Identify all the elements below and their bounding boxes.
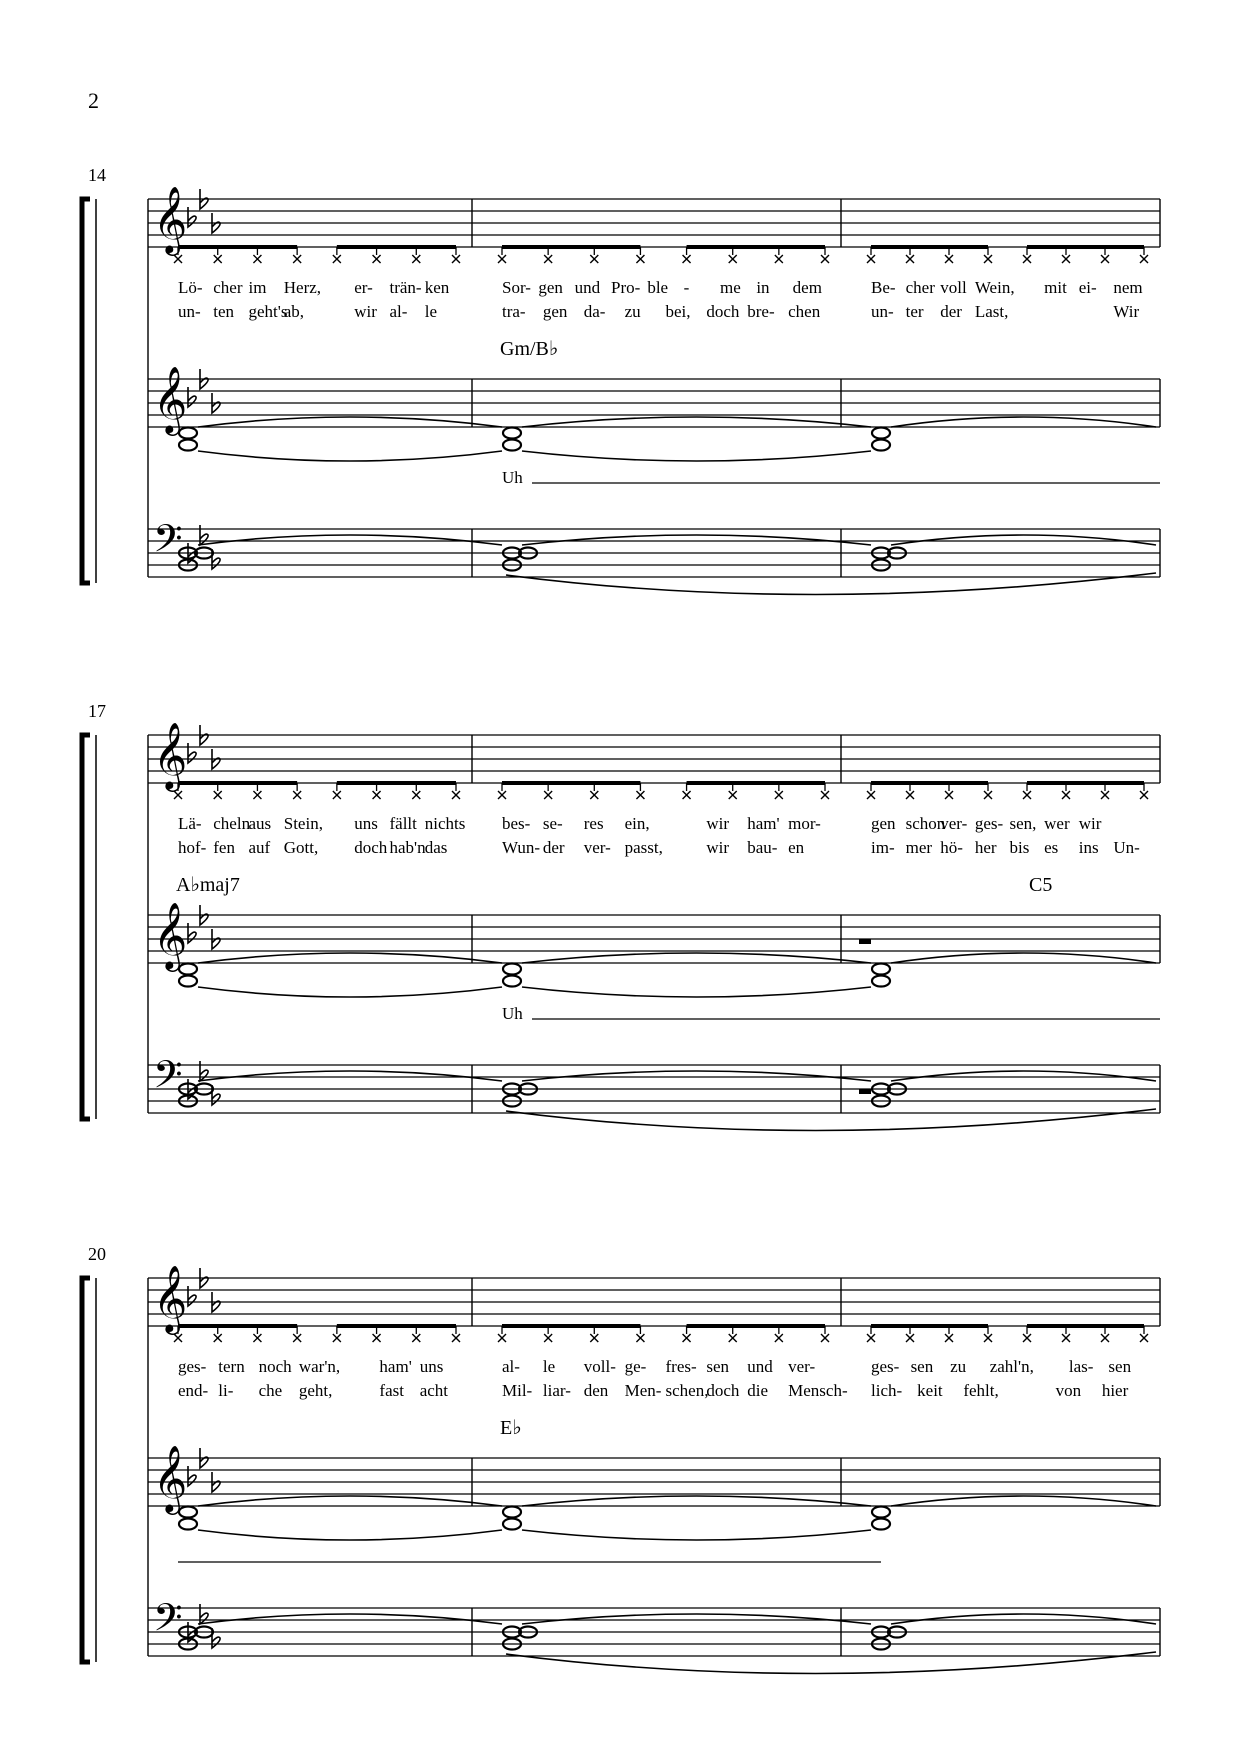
whole-note: [179, 1507, 197, 1518]
chord-symbol: C5: [1029, 874, 1053, 896]
lyric-syllable: und: [574, 278, 601, 297]
lyric-syllable: dem: [792, 278, 822, 297]
lyric-syllable: Men-: [624, 1381, 662, 1400]
lyric-syllable: ges-: [178, 1357, 207, 1376]
whole-note: [503, 976, 521, 987]
lyric-syllable: res: [583, 814, 604, 833]
lyric-syllable: geht,: [298, 1381, 333, 1400]
lyric-syllable: un-: [178, 302, 201, 321]
lyric-syllable: Herz,: [283, 278, 322, 297]
tie: [891, 417, 1156, 427]
whole-note: [179, 964, 197, 975]
whole-note: [179, 1519, 197, 1530]
tie: [198, 953, 502, 963]
lyric-syllable: doch: [706, 1381, 740, 1400]
lyric-syllable: ins: [1078, 838, 1099, 857]
lyric-syllable: acht: [419, 1381, 449, 1400]
lyric-syllable: fen: [213, 838, 235, 857]
lyric-syllable: voll-: [583, 1357, 616, 1376]
lyric-syllable: trän-: [389, 278, 422, 297]
tie: [198, 987, 502, 997]
lyric-syllable: er-: [354, 278, 373, 297]
treble-clef: 𝄞: [153, 723, 188, 788]
lyric-syllable: es: [1044, 838, 1059, 857]
lyric-syllable: lich-: [871, 1381, 903, 1400]
whole-note: [179, 428, 197, 439]
lyric-syllable: keit: [917, 1381, 943, 1400]
lyric-syllable: der: [542, 838, 565, 857]
lyric-syllable: ham': [379, 1357, 412, 1376]
lyric-syllable: sen: [706, 1357, 730, 1376]
lyric-syllable: mit: [1044, 278, 1067, 297]
lyric-syllable: da-: [583, 302, 606, 321]
tie: [198, 1071, 502, 1081]
middle-lyric: Uh: [502, 468, 523, 487]
lyric-syllable: en: [788, 838, 805, 857]
lyric-syllable: Be-: [871, 278, 896, 297]
lyric-syllable: den: [583, 1381, 609, 1400]
lyric-syllable: ab,: [283, 302, 305, 321]
tie: [522, 1530, 871, 1540]
lyric-syllable: im: [248, 278, 267, 297]
lyric-syllable: doch: [354, 838, 388, 857]
treble-clef: 𝄞: [153, 367, 188, 432]
lyric-syllable: bes-: [502, 814, 531, 833]
lyric-syllable: sen: [910, 1357, 934, 1376]
lyric-syllable: nem: [1113, 278, 1143, 297]
lyric-syllable: ham': [747, 814, 780, 833]
lyric-syllable: Un-: [1113, 838, 1140, 857]
lyric-syllable: al-: [389, 302, 408, 321]
whole-note: [872, 440, 890, 451]
lyric-syllable: schen,: [665, 1381, 709, 1400]
lyric-syllable: li-: [218, 1381, 234, 1400]
treble-clef: 𝄞: [153, 187, 188, 252]
whole-note: [503, 440, 521, 451]
chord-symbol: A♭maj7: [176, 874, 240, 896]
lyric-syllable: zahl'n,: [989, 1357, 1034, 1376]
lyric-syllable: liar-: [542, 1381, 571, 1400]
lyric-syllable: mer: [905, 838, 933, 857]
lyric-syllable: bei,: [665, 302, 691, 321]
lyric-syllable: le: [542, 1357, 556, 1376]
lyric-syllable: ver-: [788, 1357, 816, 1376]
flat-icon: [188, 1286, 196, 1306]
lyric-syllable: Wein,: [974, 278, 1015, 297]
whole-note: [872, 428, 890, 439]
treble-clef: 𝄞: [153, 1446, 188, 1511]
whole-note: [503, 428, 521, 439]
lyric-syllable: bis: [1009, 838, 1030, 857]
lyric-syllable: ges-: [871, 1357, 900, 1376]
flat-icon: [200, 1604, 208, 1624]
lyric-syllable: gen: [542, 302, 568, 321]
lyric-syllable: Pro-: [611, 278, 641, 297]
lyric-syllable: wir: [1078, 814, 1102, 833]
lyric-syllable: ble: [647, 278, 669, 297]
lyric-syllable: ken: [424, 278, 450, 297]
flat-icon: [188, 387, 196, 407]
lyric-syllable: -: [683, 278, 690, 297]
bass-clef: 𝄢: [153, 518, 183, 569]
lyric-syllable: Wir: [1113, 302, 1140, 321]
tie: [522, 953, 871, 963]
lyric-syllable: Mensch-: [788, 1381, 848, 1400]
lyric-syllable: uns: [419, 1357, 444, 1376]
flat-icon: [188, 923, 196, 943]
treble-clef: 𝄞: [153, 1266, 188, 1331]
lyric-syllable: end-: [178, 1381, 209, 1400]
tie: [522, 1614, 871, 1624]
whole-note: [872, 1519, 890, 1530]
lyric-syllable: cher: [905, 278, 935, 297]
lyric-syllable: gen: [538, 278, 563, 297]
lyric-syllable: Lä-: [178, 814, 202, 833]
lyric-syllable: Lö-: [178, 278, 203, 297]
lyric-syllable: ges-: [974, 814, 1004, 833]
lyric-syllable: zu: [950, 1357, 967, 1376]
tie: [198, 1530, 502, 1540]
tie: [891, 953, 1156, 963]
whole-note: [872, 976, 890, 987]
lyric-syllable: hab'n: [389, 838, 426, 857]
tie: [522, 1496, 871, 1506]
lyric-syllable: passt,: [624, 838, 663, 857]
lyric-syllable: von: [1055, 1381, 1082, 1400]
lyric-syllable: cher: [213, 278, 243, 297]
lyric-syllable: wir: [706, 838, 730, 857]
flat-icon: [188, 1466, 196, 1486]
score-system: [82, 701, 1160, 1131]
flat-icon: [188, 743, 196, 763]
lyric-syllable: ver-: [940, 814, 968, 833]
lyric-syllable: tra-: [502, 302, 526, 321]
lyric-syllable: in: [756, 278, 770, 297]
middle-lyric: Uh: [502, 1004, 523, 1023]
lyric-syllable: ge-: [624, 1357, 647, 1376]
lyric-syllable: her: [974, 838, 997, 857]
lyric-syllable: bau-: [747, 838, 778, 857]
lyric-syllable: cheln: [213, 814, 251, 833]
tie: [198, 417, 502, 427]
bass-clef: 𝄢: [153, 1054, 183, 1105]
tie: [522, 417, 871, 427]
lyric-syllable: schon: [905, 814, 946, 833]
lyric-syllable: wir: [706, 814, 730, 833]
tie: [522, 1071, 871, 1081]
lyric-syllable: auf: [248, 838, 271, 857]
lyric-syllable: im-: [871, 838, 895, 857]
page-number: 2: [88, 88, 99, 113]
lyric-syllable: das: [424, 838, 448, 857]
lyric-syllable: wir: [354, 302, 377, 321]
tie: [891, 535, 1156, 545]
lyric-syllable: der: [940, 302, 962, 321]
lyric-syllable: las-: [1068, 1357, 1094, 1376]
chord-symbol: Gm/B♭: [500, 338, 559, 360]
lyric-syllable: bre-: [747, 302, 775, 321]
tie: [522, 535, 871, 545]
score-system: [82, 165, 1160, 595]
lyric-syllable: hof-: [178, 838, 207, 857]
tie: [198, 1496, 502, 1506]
lyric-syllable: die: [747, 1381, 769, 1400]
lyric-syllable: doch: [706, 302, 740, 321]
measure-number: 17: [88, 701, 106, 721]
lyric-syllable: hö-: [940, 838, 963, 857]
lyric-syllable: wer: [1044, 814, 1070, 833]
measure-number: 14: [88, 165, 106, 185]
whole-note: [503, 1519, 521, 1530]
lyric-syllable: tern: [218, 1357, 245, 1376]
measure-number: 20: [88, 1244, 106, 1264]
flat-icon: [188, 207, 196, 227]
lyric-syllable: Mil-: [502, 1381, 533, 1400]
lyric-syllable: uns: [354, 814, 378, 833]
lyric-syllable: le: [424, 302, 438, 321]
slur: [506, 573, 1156, 595]
lyric-syllable: mor-: [788, 814, 821, 833]
lyric-syllable: noch: [258, 1357, 292, 1376]
lyric-syllable: sen: [1108, 1357, 1132, 1376]
lyric-syllable: al-: [502, 1357, 520, 1376]
lyric-syllable: war'n,: [298, 1357, 341, 1376]
tie: [891, 1614, 1156, 1624]
lyric-syllable: Sor-: [502, 278, 531, 297]
lyric-syllable: Gott,: [283, 838, 319, 857]
system-bracket: [82, 1278, 90, 1662]
lyric-syllable: me: [720, 278, 741, 297]
lyric-syllable: gen: [871, 814, 896, 833]
half-rest: [859, 939, 871, 944]
tie: [522, 451, 871, 461]
lyric-syllable: Last,: [974, 302, 1009, 321]
bass-clef: 𝄢: [153, 1597, 183, 1648]
lyric-syllable: fehlt,: [963, 1381, 999, 1400]
system-bracket: [82, 199, 90, 583]
lyric-syllable: ei-: [1078, 278, 1097, 297]
half-rest: [859, 1089, 871, 1094]
lyric-syllable: aus: [248, 814, 272, 833]
flat-icon: [200, 1061, 208, 1081]
lyric-syllable: sen,: [1009, 814, 1037, 833]
tie: [198, 535, 502, 545]
tie: [198, 1614, 502, 1624]
lyric-syllable: nichts: [424, 814, 466, 833]
whole-note: [503, 964, 521, 975]
whole-note: [872, 1507, 890, 1518]
whole-note: [179, 440, 197, 451]
lyric-syllable: Stein,: [283, 814, 323, 833]
tie: [198, 451, 502, 461]
score-system: [82, 1244, 1160, 1674]
whole-note: [872, 964, 890, 975]
lyric-syllable: geht's: [248, 302, 288, 321]
lyric-syllable: ter: [905, 302, 924, 321]
system-bracket: [82, 735, 90, 1119]
chord-symbol: E♭: [500, 1417, 522, 1439]
lyric-syllable: hier: [1101, 1381, 1129, 1400]
lyric-syllable: zu: [624, 302, 641, 321]
lyric-syllable: se-: [542, 814, 563, 833]
slur: [506, 1652, 1156, 1674]
tie: [891, 1496, 1156, 1506]
tie: [891, 1071, 1156, 1081]
lyric-syllable: voll: [940, 278, 967, 297]
tie: [522, 987, 871, 997]
lyric-syllable: chen: [788, 302, 821, 321]
lyric-syllable: Wun-: [502, 838, 541, 857]
lyric-syllable: ein,: [624, 814, 650, 833]
whole-note: [179, 976, 197, 987]
treble-clef: 𝄞: [153, 903, 188, 968]
flat-icon: [200, 525, 208, 545]
slur: [506, 1109, 1156, 1131]
whole-note: [503, 1507, 521, 1518]
lyric-syllable: ten: [213, 302, 235, 321]
lyric-syllable: fast: [379, 1381, 404, 1400]
lyric-syllable: un-: [871, 302, 894, 321]
lyric-syllable: ver-: [583, 838, 611, 857]
lyric-syllable: und: [747, 1357, 773, 1376]
lyric-syllable: fres-: [665, 1357, 697, 1376]
lyric-syllable: che: [258, 1381, 283, 1400]
lyric-syllable: fällt: [389, 814, 417, 833]
